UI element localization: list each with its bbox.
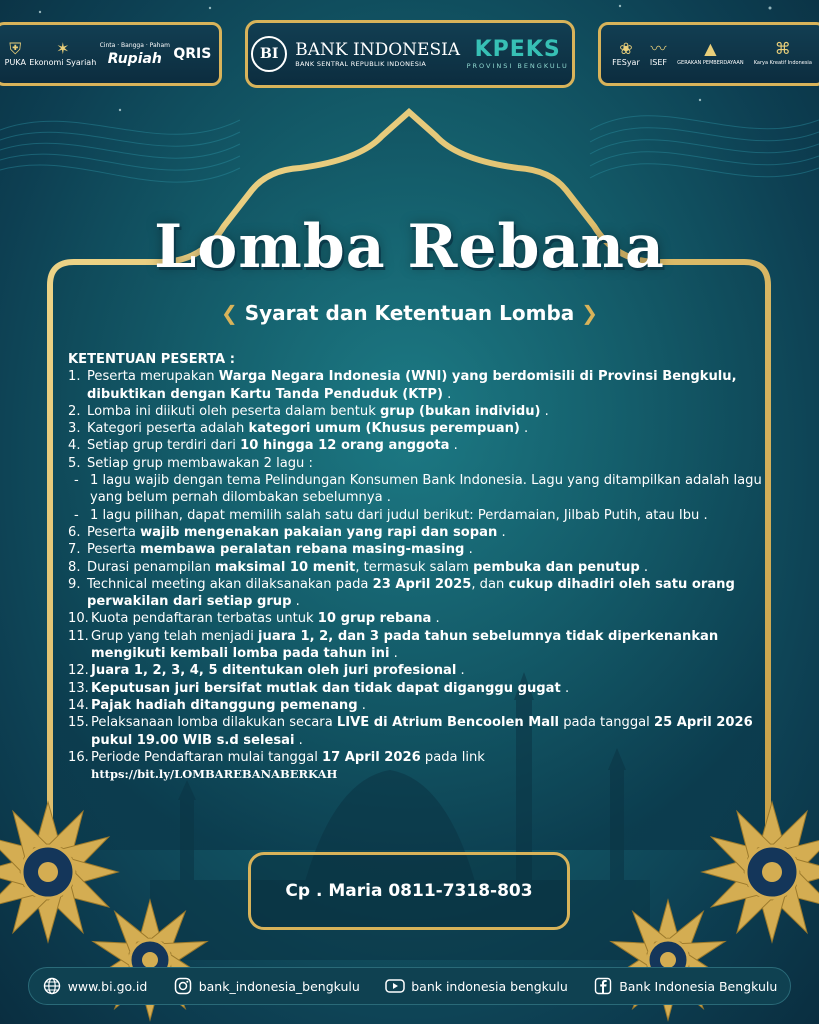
youtube-icon (385, 976, 405, 996)
rules-heading: KETENTUAN PESERTA : (68, 352, 235, 367)
rule-item: 11. Grup yang telah menjadi juara 1, 2, dan 3 pada tahun sebelumnya tidak diperkenankan mengikuti kembali lomba pada tahun ini . (68, 628, 719, 662)
wave-lines-right (590, 116, 819, 178)
wave-lines-left (0, 120, 240, 182)
kk-icon: ⌘ (774, 39, 791, 58)
facebook-icon (593, 976, 613, 996)
page-subtitle: ❮ Syarat dan Ketentuan Lomba ❯ (220, 301, 598, 325)
contact-box: Cp . Maria 0811-7318-803 (248, 852, 570, 930)
logo-qris (173, 46, 211, 62)
footer-website[interactable]: www.bi.go.id (42, 976, 148, 996)
song-sub-item: - 1 lagu pilihan, dapat memilih salah satu dari judul berikut: Perdamaian, Jilbab Putih, atau Ibu . (74, 507, 708, 523)
bank-name: BANK INDONESIA (295, 39, 461, 60)
footer-instagram[interactable]: bank_indonesia_bengkulu (173, 976, 360, 996)
star-icon: ✶ (56, 39, 70, 58)
rule-item: 1. Peserta merupakan Warga Negara Indonesia (WNI) yang berdomisili di Provinsi Bengkulu, dibuktikan dengan Kartu Tanda Penduduk (KTP) . (68, 369, 737, 402)
partner-logos-left (0, 22, 222, 86)
logo-rupiah: Cinta · Bangga · Paham Rupiah (99, 42, 170, 67)
rule-item: 3. Kategori peserta adalah kategori umum (Khusus perempuan) . (68, 421, 529, 437)
rule-item: 2. Lomba ini diikuti oleh peserta dalam bentuk grup (bukan individu) . (68, 403, 549, 419)
qr-icon: QRIS (173, 46, 212, 62)
logo-karya-kreatif: ⌘ Karya Kreatif Indonesia (753, 39, 812, 66)
rule-item: 12. Juara 1, 2, 3, 4, 5 ditentukan oleh juri profesional . (68, 663, 465, 679)
rule-item: 13. Keputusan juri bersifat mutlak dan tidak dapat diganggu gugat . (68, 680, 570, 696)
rule-item: 7. Peserta membawa peralatan rebana masing-masing . (68, 542, 473, 558)
shield-icon: ⛨ (9, 39, 22, 58)
logo-ekonomi-syariah: ✶ Ekonomi Syariah (29, 39, 97, 67)
logo-puka: ⛨ PUKA (4, 39, 26, 67)
rule-item: 4. Setiap grup terdiri dari 10 hingga 12 orang anggota . (68, 438, 458, 454)
footer-youtube[interactable]: bank indonesia bengkulu (385, 976, 568, 996)
rule-item: 9. Technical meeting akan dilaksanakan pada 23 April 2025, dan cukup dihadiri oleh satu orang perwakilan dari setiap grup . (68, 576, 735, 610)
rule-item: 15. Pelaksanaan lomba dilakukan secara LIVE di Atrium Bencoolen Mall pada tanggal 25 April 2026 pukul 19.00 WIB s.d selesai . (68, 715, 753, 748)
bank-indonesia-header (245, 20, 575, 88)
logo-isef: 〰 ISEF (649, 39, 667, 67)
flower-icon: ❀ (619, 39, 633, 58)
rule-item: 5. Setiap grup membawakan 2 lagu : (68, 455, 313, 471)
ornament-right-icon: ❯ (574, 301, 598, 325)
instagram-icon (173, 976, 193, 996)
bank-indonesia-logo (251, 36, 460, 72)
kpeks-logo: KPEKS PROVINSI BENGKULU (466, 37, 569, 70)
globe-icon (42, 976, 62, 996)
logo-gerakan: ▲ GERAKAN PEMBERDAYAAN (677, 39, 744, 66)
rupiah-icon: Rupiah (107, 51, 162, 67)
building-icon: ▲ (704, 39, 717, 58)
footer-social-bar (28, 967, 791, 1005)
page-title: Lomba Rebana (154, 212, 665, 282)
ornament-left-icon: ❮ (220, 301, 245, 325)
registration-link[interactable]: https://bit.ly/LOMBAREBANABERKAH (91, 767, 338, 782)
bi-emblem-icon: BI (251, 36, 287, 72)
rules-section (68, 351, 768, 783)
rule-item: 16. Periode Pendaftaran mulai tanggal 17 April 2026 pada link https://bit.ly/LOMBAREBANABERKAH (68, 749, 485, 782)
logo-fesyar: ❀ FESyar (612, 39, 640, 67)
rule-item: 8. Durasi penampilan maksimal 10 menit, termasuk salam pembuka dan penutup . (68, 559, 649, 575)
rule-item: 6. Peserta wajib mengenakan pakaian yang rapi dan sopan . (68, 524, 506, 540)
footer-facebook[interactable]: Bank Indonesia Bengkulu (593, 976, 777, 996)
rule-item: 14. Pajak hadiah ditanggung pemenang . (68, 697, 366, 713)
swirl-icon: 〰 (650, 39, 667, 58)
song-sub-item: - 1 lagu wajib dengan tema Pelindungan Konsumen Bank Indonesia. Lagu yang ditampilkan adalah lagu yang belum pernah dilombakan sebelumnya . (74, 473, 762, 506)
rule-item: 10. Kuota pendaftaran terbatas untuk 10 grup rebana . (68, 611, 440, 627)
partner-logos-right (598, 22, 819, 86)
bank-tagline: BANK SENTRAL REPUBLIK INDONESIA (295, 59, 427, 68)
